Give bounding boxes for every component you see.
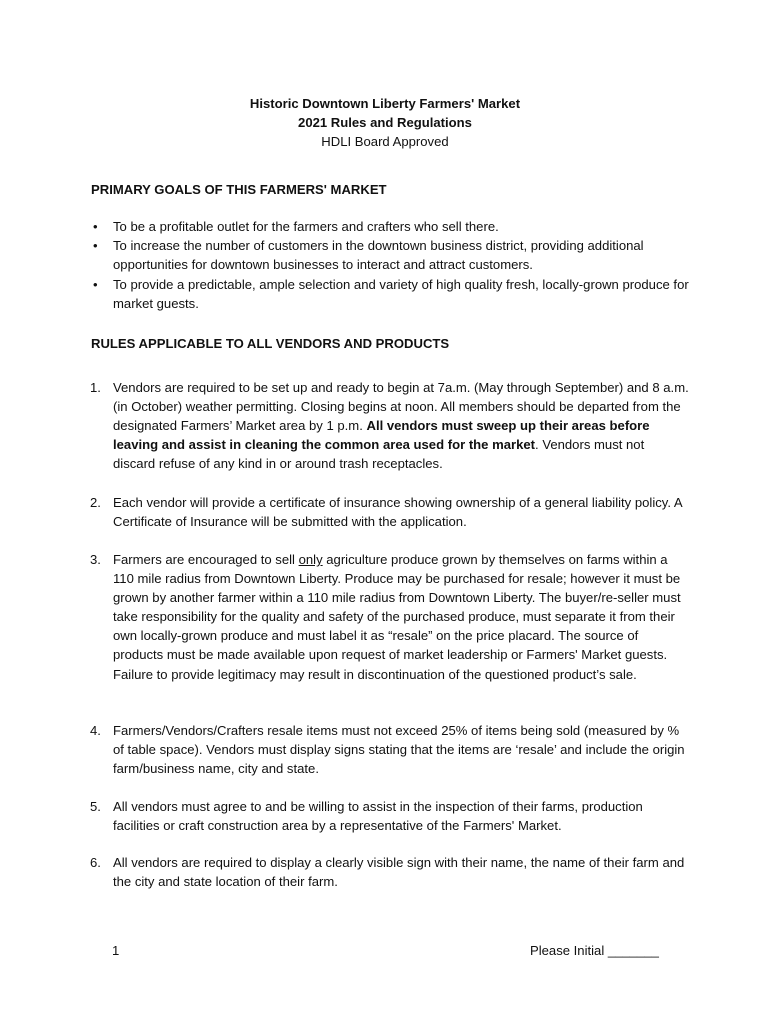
list-item xyxy=(90,378,690,473)
rule-number: 5. xyxy=(90,799,101,814)
list-item xyxy=(90,236,690,274)
rule-text: Farmers/Vendors/Crafters resale items must not exceed 25% of items being sold (measured by % of table space). Vendors must display signs stating that the items are ‘resale’ and include the origin farm/business name, city and state. xyxy=(113,723,685,777)
rule-text: Farmers are encouraged to sell xyxy=(113,552,299,567)
page-number: 1 xyxy=(112,943,120,958)
rule-number: 6. xyxy=(90,855,101,870)
goal-text: To be a profitable outlet for the farmers and crafters who sell there. xyxy=(113,219,499,234)
goals-heading: PRIMARY GOALS OF THIS FARMERS' MARKET xyxy=(91,182,387,197)
rule-number: 3. xyxy=(90,552,101,567)
goals-list xyxy=(90,217,690,313)
rule-underline: only xyxy=(298,552,323,567)
rules-title: 2021 Rules and Regulations xyxy=(298,115,472,130)
bullet-icon: • xyxy=(93,219,98,234)
list-item xyxy=(90,550,690,684)
rule-text: All vendors are required to display a clearly visible sign with their name, the name of their farm and the city and state location of their farm. xyxy=(113,855,685,890)
rule-number: 1. xyxy=(90,380,101,395)
goal-text: To increase the number of customers in the downtown business district, providing additional opportunities for downtown businesses to interact and attract customers. xyxy=(113,238,644,273)
rules-heading: RULES APPLICABLE TO ALL VENDORS AND PRODUCTS xyxy=(91,336,450,351)
list-item xyxy=(90,217,690,236)
rule-emphasis: All vendors must sweep up their areas before leaving and assist in cleaning the common area used for the market xyxy=(113,418,650,453)
list-item xyxy=(90,493,690,531)
goal-text: To provide a predictable, ample selection and variety of high quality fresh, locally-grown produce for market guests. xyxy=(113,276,689,311)
bullet-icon: • xyxy=(93,276,98,292)
rule-text: Vendors are required to be set up and ready to begin at 7a.m. (May through September) and 8 a.m. (in October) weather permitting. Closing begins at noon. All members should be departed from the designated Farmers’ Market area by 1 p.m. xyxy=(113,380,689,434)
document-header xyxy=(0,94,770,151)
bullet-icon: • xyxy=(93,238,98,254)
rule-text: . Vendors must not discard refuse of any kind in or around trash receptacles. xyxy=(113,437,645,472)
list-item xyxy=(90,721,690,778)
list-item xyxy=(90,797,690,835)
initial-line[interactable]: Please Initial _______ xyxy=(530,943,659,958)
list-item xyxy=(90,275,690,313)
rule-text: Each vendor will provide a certificate of insurance showing ownership of a general liability policy. A Certificate of Insurance will be submitted with the application. xyxy=(113,495,682,530)
rule-number: 2. xyxy=(90,495,101,510)
approval-line: HDLI Board Approved xyxy=(321,134,449,149)
rule-number: 4. xyxy=(90,723,101,738)
market-title: Historic Downtown Liberty Farmers' Market xyxy=(249,96,521,111)
list-item xyxy=(90,853,690,891)
rule-text: agriculture produce grown by themselves on farms within a 110 mile radius from Downtown Liberty. Produce may be purchased for resale; however it must be grown by another farmer within a 110 mile radius from Downtown Liberty. The buyer/re-seller must take responsibility for the quality and safety of the purchased produce, must separate it from their own locally-grown produce and must label it as “resale” on the price placard. The source of products must be made available upon request of market leadership or Farmers' Market guests. Failure to provide legitimacy may result in discontinuation of the questioned product’s sale. xyxy=(113,552,681,682)
rule-text: All vendors must agree to and be willing to assist in the inspection of their farms, production facilities or craft construction area by a representative of the Farmers' Market. xyxy=(113,799,643,834)
